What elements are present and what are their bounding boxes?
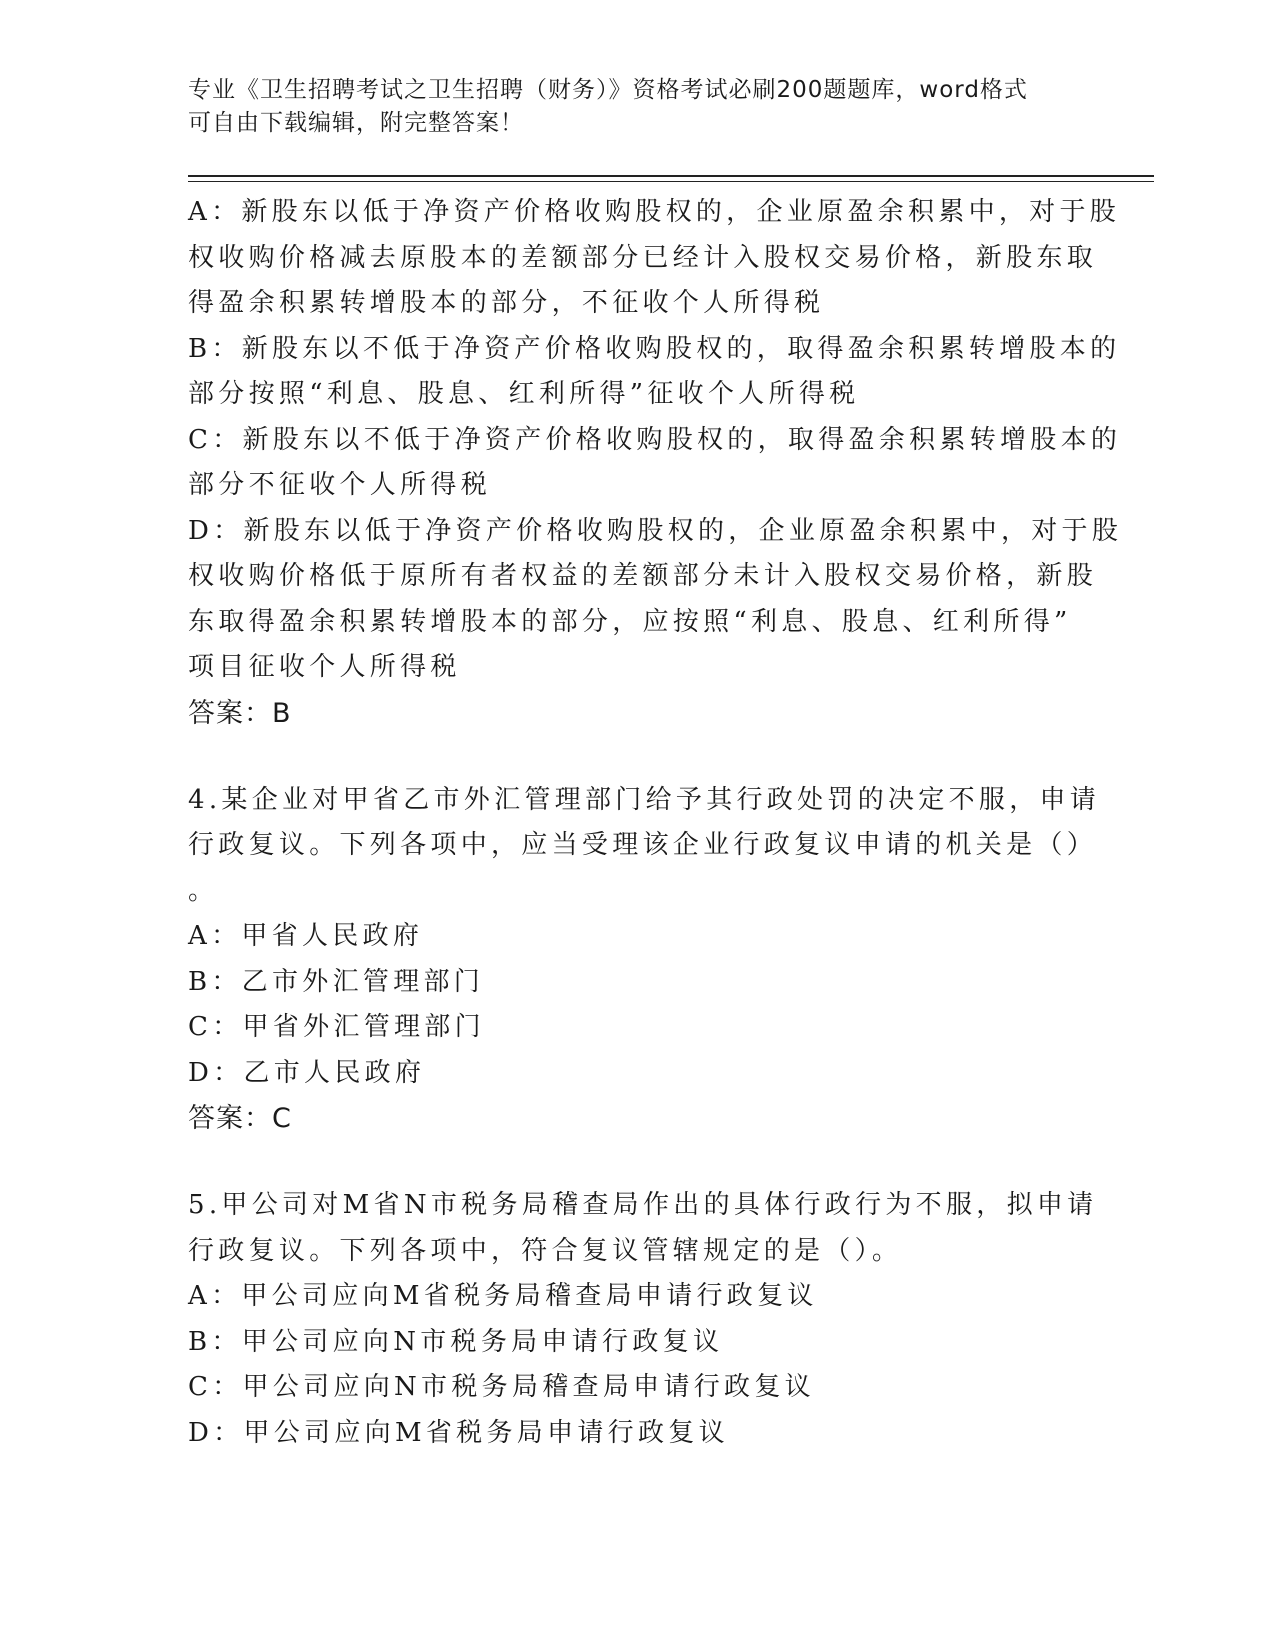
header-rule-thick bbox=[188, 175, 1154, 177]
q5-stem-line-2: 行政复议。下列各项中，符合复议管辖规定的是（）。 bbox=[188, 1235, 903, 1266]
q3-option-d bbox=[188, 509, 1123, 691]
q4-stem-line-1: 4.某企业对甲省乙市外汇管理部门给予其行政处罚的决定不服，申请 bbox=[188, 784, 1101, 815]
q4-option-d: D：乙市人民政府 bbox=[188, 1057, 426, 1088]
q4-answer: 答案：C bbox=[188, 1103, 292, 1134]
q3-answer: 答案：B bbox=[188, 697, 292, 729]
q3-option-c bbox=[188, 418, 1122, 509]
q4-option-c: C：甲省外汇管理部门 bbox=[188, 1012, 485, 1042]
document-header bbox=[188, 74, 1088, 140]
header-title-line-1: 专业《卫生招聘考试之卫生招聘（财务）》资格考试必刷200题题库，word格式 bbox=[188, 77, 1028, 103]
q4-option-b: B：乙市外汇管理部门 bbox=[188, 966, 485, 997]
q3-option-b-line-2: 部分按照“利息、股息、红利所得”征收个人所得税 bbox=[188, 379, 860, 409]
q4-stem-line-3: 。 bbox=[188, 875, 219, 906]
q3-option-d-line-3: 东取得盈余积累转增股本的部分，应按照“利息、股息、红利所得” bbox=[188, 606, 1072, 637]
q5-option-b: B：甲公司应向N市税务局申请行政复议 bbox=[188, 1326, 724, 1357]
q5-option-d: D：甲公司应向M省税务局申请行政复议 bbox=[188, 1417, 729, 1448]
q3-option-d-line-4: 项目征收个人所得税 bbox=[188, 652, 461, 682]
q5-stem-line-1: 5.甲公司对M省N市税务局稽查局作出的具体行政行为不服，拟申请 bbox=[188, 1190, 1098, 1220]
q5-stem bbox=[188, 1183, 1098, 1274]
q4-stem-line-2: 行政复议。下列各项中，应当受理该企业行政复议申请的机关是（） bbox=[188, 830, 1098, 860]
spacer bbox=[188, 736, 1088, 778]
q3-option-b bbox=[188, 327, 1121, 418]
q3-option-c-line-1: C：新股东以不低于净资产价格收购股权的，取得盈余积累转增股本的 bbox=[188, 424, 1122, 455]
spacer bbox=[188, 1141, 1088, 1183]
q3-option-b-line-1: B：新股东以不低于净资产价格收购股权的，取得盈余积累转增股本的 bbox=[188, 333, 1121, 364]
question-content bbox=[188, 190, 1123, 1456]
q3-option-a bbox=[188, 190, 1121, 327]
q5-option-c: C：甲公司应向N市税务局稽查局申请行政复议 bbox=[188, 1372, 815, 1402]
header-rule-thin bbox=[188, 181, 1154, 182]
q4-option-a: A：甲省人民政府 bbox=[188, 921, 424, 951]
q3-option-a-line-1: A：新股东以低于净资产价格收购股权的，企业原盈余积累中，对于股 bbox=[188, 197, 1121, 227]
q3-option-c-line-2: 部分不征收个人所得税 bbox=[188, 470, 492, 500]
q5-option-a: A：甲公司应向M省税务局稽查局申请行政复议 bbox=[188, 1281, 818, 1311]
q3-option-a-line-2: 权收购价格减去原股本的差额部分已经计入股权交易价格，新股东取 bbox=[188, 242, 1098, 273]
q4-stem bbox=[188, 778, 1101, 915]
header-title-line-2: 可自由下载编辑，附完整答案！ bbox=[188, 110, 524, 136]
q3-option-a-line-3: 得盈余积累转增股本的部分，不征收个人所得税 bbox=[188, 288, 825, 318]
q3-option-d-line-2: 权收购价格低于原所有者权益的差额部分未计入股权交易价格，新股 bbox=[188, 561, 1098, 591]
q3-option-d-line-1: D：新股东以低于净资产价格收购股权的，企业原盈余积累中，对于股 bbox=[188, 515, 1123, 546]
